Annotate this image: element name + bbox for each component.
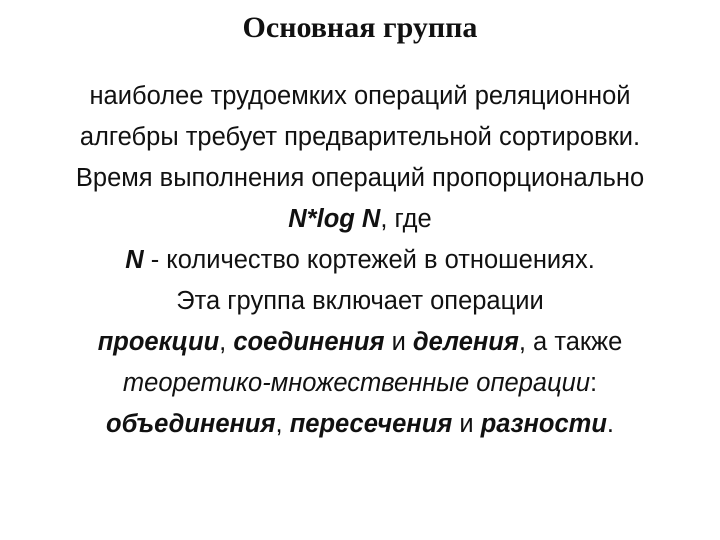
body-line-7-rest: , а также — [518, 328, 623, 356]
body-line-1: наиболее трудоемких операций реляционной — [89, 82, 631, 110]
body-line-6: Эта группа включает операции — [176, 287, 544, 315]
body-line-4-rest: , где — [380, 205, 432, 233]
body-line-9-rest: . — [606, 410, 614, 438]
slide-title: Основная группа — [242, 11, 478, 44]
body-line-9 — [10, 404, 710, 445]
operation-division: деления — [412, 328, 519, 356]
body-line-3: Время выполнения операций пропорционально — [75, 164, 645, 192]
set-operations-phrase: теоретико-множественные операции — [122, 369, 591, 397]
body-line-5 — [10, 240, 710, 281]
body-line-8-rest: : — [590, 369, 598, 397]
separator: , — [275, 410, 290, 438]
complexity-formula: N*log N — [288, 205, 381, 233]
operation-difference: разности — [480, 410, 607, 438]
slide-body — [10, 76, 710, 445]
separator: , — [219, 328, 234, 356]
body-line-4 — [10, 199, 710, 240]
separator: и — [384, 328, 413, 356]
body-line-8 — [10, 363, 710, 404]
body-line-7 — [10, 322, 710, 363]
variable-n: N — [125, 246, 144, 274]
operation-intersection: пересечения — [289, 410, 453, 438]
operation-join: соединения — [233, 328, 385, 356]
body-line-5-rest: - количество кортежей в отношениях. — [143, 246, 595, 274]
operation-union: объединения — [106, 410, 276, 438]
operation-projection: проекции — [97, 328, 220, 356]
body-line-2: алгебры требует предварительной сортировки. — [79, 123, 641, 151]
separator: и — [452, 410, 481, 438]
